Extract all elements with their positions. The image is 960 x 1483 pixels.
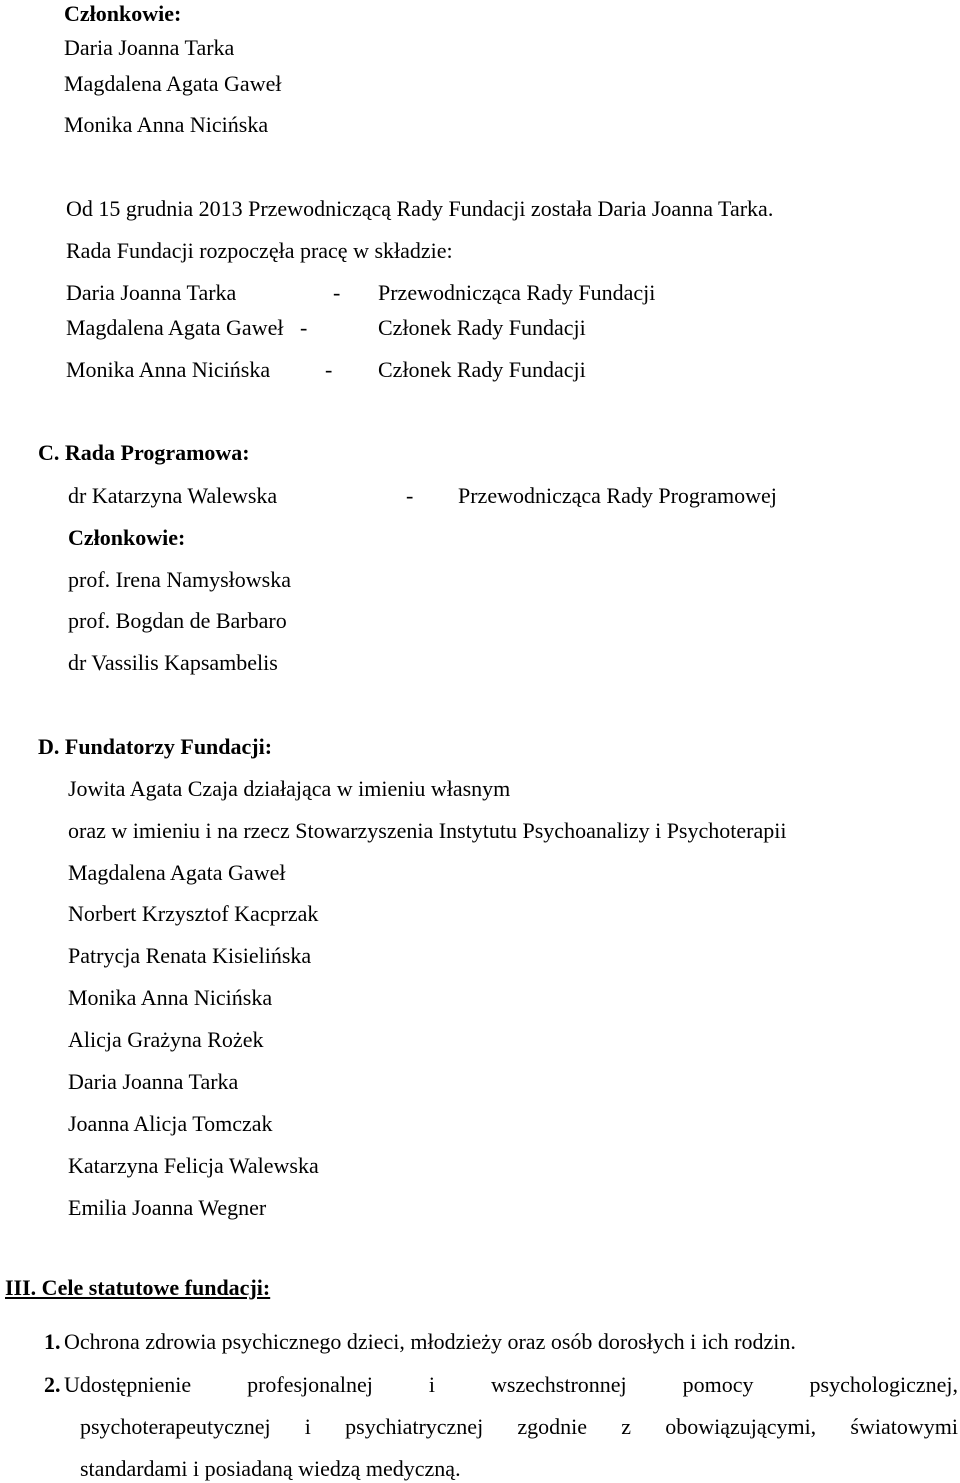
word: psychologicznej, (809, 1372, 958, 1397)
composition-dash: - (333, 280, 341, 305)
program-member: dr Vassilis Kapsambelis (68, 650, 278, 675)
founder: Joanna Alicja Tomczak (68, 1111, 273, 1136)
program-chair-role: Przewodnicząca Rady Programowej (458, 483, 777, 508)
members-header: Członkowie: (64, 1, 182, 26)
founder: Alicja Grażyna Rożek (68, 1027, 264, 1052)
founder: Katarzyna Felicja Walewska (68, 1153, 319, 1178)
composition-role: Członek Rady Fundacji (378, 357, 586, 382)
word: psychiatrycznej (345, 1414, 484, 1439)
goal-number: 2. (44, 1372, 61, 1397)
founder: Patrycja Renata Kisielińska (68, 943, 312, 968)
founder: Monika Anna Nicińska (68, 985, 273, 1010)
word: i (428, 1372, 436, 1397)
member-name: Magdalena Agata Gaweł (64, 71, 282, 96)
program-chair-name: dr Katarzyna Walewska (68, 483, 278, 508)
section-c-heading: C. Rada Programowa: (38, 440, 250, 465)
founder: oraz w imieniu i na rzecz Stowarzyszenia Instytutu Psychoanalizy i Psychoterapii (68, 818, 787, 843)
goal-text-line (80, 1413, 958, 1441)
founder: Jowita Agata Czaja działająca w imieniu własnym (68, 776, 511, 801)
goal-text: Ochrona zdrowia psychicznego dzieci, młodzieży oraz osób dorosłych i ich rodzin. (64, 1329, 796, 1354)
word: z (621, 1414, 632, 1439)
composition-role: Przewodnicząca Rady Fundacji (378, 280, 656, 305)
composition-name: Magdalena Agata Gaweł (66, 315, 284, 340)
composition-intro: Rada Fundacji rozpoczęła pracę w składzie: (66, 238, 453, 263)
founder: Magdalena Agata Gaweł (68, 860, 286, 885)
composition-dash: - (325, 357, 333, 382)
chair-note: Od 15 grudnia 2013 Przewodniczącą Rady Fundacji została Daria Joanna Tarka. (66, 196, 774, 221)
program-member: prof. Bogdan de Barbaro (68, 608, 287, 633)
composition-name: Monika Anna Nicińska (66, 357, 271, 382)
word: Udostępnienie (64, 1372, 192, 1397)
word: psychoterapeutycznej (80, 1414, 271, 1439)
word: zgodnie (517, 1414, 588, 1439)
founder: Daria Joanna Tarka (68, 1069, 239, 1094)
word: światowymi (850, 1414, 958, 1439)
goal-text-line: standardami i posiadaną wiedzą medyczną. (80, 1456, 461, 1481)
goal-text-line (64, 1371, 958, 1399)
goal-number: 1. (44, 1329, 61, 1354)
word: pomocy (682, 1372, 754, 1397)
word: obowiązującymi, (665, 1414, 817, 1439)
word: i (304, 1414, 311, 1439)
founder: Norbert Krzysztof Kacprzak (68, 901, 319, 926)
member-name: Monika Anna Nicińska (64, 112, 269, 137)
composition-name: Daria Joanna Tarka (66, 280, 237, 305)
composition-role: Członek Rady Fundacji (378, 315, 586, 340)
section-iii-heading: III. Cele statutowe fundacji: (5, 1275, 271, 1300)
program-members-header: Członkowie: (68, 525, 186, 550)
word: wszechstronnej (491, 1372, 627, 1397)
program-member: prof. Irena Namysłowska (68, 567, 291, 592)
program-chair-dash: - (406, 483, 414, 508)
composition-dash: - (300, 315, 308, 340)
section-d-heading: D. Fundatorzy Fundacji: (38, 734, 273, 759)
member-name: Daria Joanna Tarka (64, 35, 235, 60)
word: profesjonalnej (247, 1372, 373, 1397)
founder: Emilia Joanna Wegner (68, 1195, 267, 1220)
